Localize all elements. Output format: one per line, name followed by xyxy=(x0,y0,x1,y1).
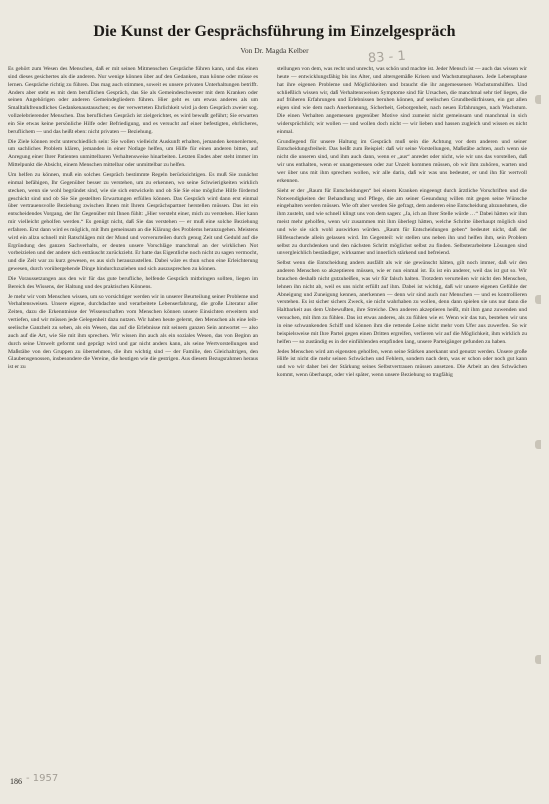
paragraph: Um helfen zu können, muß ein solches Gespräch bestimmte Regeln berücksichtigen. Es muß Sie zunächst einmal befähigen, Ihr Gegenüber besser zu verstehen, um zu erkennen, wo seine Schwierigkeiten wirklich stecken, wenn sie wohl begründet sind, wie sie sich entwickeln und ob Sie Sie eine mögliche Hilfe fördernd geschickt sind und ob Sie Sie gestellten Erwartungen erfüllen können. Das Gespräch wird dann erst einmal über vertrauensvolle Beziehung zwischen Ihnen mit Ihrem Gesprächspartner herstellen müssen. Das ist ein entscheidendes Vorgang, der Ihr Gegenüber mit Ihnen fühlt: „Hier versteht einer, mich zu verstehen. Hier kann mir vielleicht geholfen werden.“ Es genügt nicht, daß Sie das verstehen — er muß eine solche Beziehung erfahren. Erst dann wird es möglich, mit Ihm gemeinsam an die Klärung des Problems heranzugehen. Meistens wird ein allzu schnell mit Ratschlägen mit der Mund und vorverurteilen durch genug Zeit und Geduld auf die Ergründung des ganzen Sachverhalts, er deuten unsere Vorschläge manchmal an der wirklichen Not vorbeizielen und der andere sich enttäuscht zurückzieht. Er hatte das Eigentliche noch nicht zu sagen vermocht, und die Zeit war zu kurz gewesen, es aus sich herauszustellen. Dabei wäre es thun schon eine Erleichterung gewesen, durch vorübergehende Dinge hindurchzuziehen und sich auszusprechen zu können. xyxy=(8,171,258,273)
pencil-annotation: 83 - 1 xyxy=(367,48,407,67)
paragraph: Es gehört zum Wesen des Menschen, daß er mit seinen Mitmenschen Gespräche führen kann, und das einen sind dieses gesichertes als die anderen. Nur wenige können über auf den Gedanken, man könne oder müsse es lernen. Gespräche richtig zu führen. Das mag auch stimmen, soweit es unsere privaten Unterhaltungen betrifft. Anders aber steht es mit dem beruflichen Gespräch, das Sie als Gemeindeschwester mit dem Kranken oder seinen Angehörigen oder anderen Gemeindegliedern führen. Hier geht es um etwas anderes als um Smalltalkfreundliches Gedankenaustauschen; es der verwerteten Ehrlichkeit wird ja dem Gespräch zweier sog. vollzelebrierender Menschen. Das beruflichen Gespräch ist zielgerichtet, es wird bewußt geführt; Sie erwarten ein Sie etwas keine persönliche Hilfe oder Befriedigung, und es versucht auf einer befestigten, ehrlicheres, beruflichem — und das heißt eben: nicht privaten — Beziehung. xyxy=(8,66,258,135)
binder-hole xyxy=(535,655,541,664)
article-title: Die Kunst der Gesprächsführung im Einzelgespräch xyxy=(93,23,456,40)
left-column xyxy=(8,66,258,374)
binder-hole xyxy=(535,95,541,104)
paragraph: stellungen von dem, was recht und unrecht, was schön und machte ist. Jeder Mensch ist — auch das wissen wir heute — entwicklungsfähig bis ins Alter, und altersgemäße Krisen und Wachstumsphasen. Jede Lebensphase hat ihre eigenen Probleme und Möglichkeiten und braucht die ihr angemessenen Wachstumshilfen. Und schließlich wissen wir, daß Verhaltensweisen Symptome sind für Ursachen, die manchmal sehr tief liegen, die auf früheren Erfahrungen und Erlebnissen beruhen können, auf seelischen Grundbedürfnissen, ein gut allen eigen sind wie dem nach Anerkennung, Sicherheit, Geborgenheit, nach neuen Erfahrungen, nach Wachstum. Die einen Verhalten angemessen gegenüber Motive sind zumeist nicht gemeinsam und manchmal in sich widersprüchlich; wir wollen — und wollen doch nicht — wir lieben und hassen zugleich und wissen es nicht einmal. xyxy=(277,66,527,135)
paragraph: Je mehr wir vom Menschen wissen, um so vorsichtiger werden wir in unserer Beurteilung seiner Probleme und Verhaltensweisen. Unsere eigene, durchdachte und verarbeitete Lebenserfahrung, die große Literatur aller Zeiten, dazu die Erkenntnisse der Wissenschaften vom Menschen können unsere Einsichten erweitern und vertiefen, und wir müssen jede Gelegenheit dazu nutzen. Wir haben heute gelernt, den Menschen als eine leib-seelische Ganzheit zu sehen, als ein Wesen, das auf die Erlebnisse mit seinem ganzen Sein antwortet — also auch auf die Art, wie Sie mit ihm sprechen. Wir wissen ihn auch als ein soziales Wesen, das von Beginn an durch seine Umwelt geformt und geprägt wird und gar nicht anders kann, als seine Wertvorstellungen und Maßstäbe von den Gruppen zu übernehmen, die ihm wichtig sind — der Familie, den Gleichaltrigen, den Glaubensgenossen, insbesondere die Vereine, die heutigen wie die gestrigen. Aus diesem Bezugsrahmen heraus ist er zu xyxy=(8,293,258,371)
paragraph: Selbst wenn die Entscheidung anders ausfällt als wir sie gewünscht hätten, gilt noch immer, daß wir den anderen Menschen so akzeptieren müssen, wie er nun einmal ist. Es ist ein anderer, weil das ist gut so. Wir brauchen deshalb nicht gutzuheißen, was wir für falsch halten. Trotzdem verurteilen wir nicht den Menschen, lehnen ihn nicht ab, weil es uns nicht erfüllt auf ihm. Dabei ist wichtig, daß wir unsere eigenen Gefühle der Abneigung und Zuneigung kennen, anerkennen — denn wir sind auch nur Menschen — und es kontrollieren verstehen. Es ist sicher sichers Zweck, sie nicht wahrhaben zu wollen, denn dann spielen sie uns nur dann die Haltbarkeit aus dem Unbewußten, ihre Streiche. Den anderen akzeptieren heißt, mit ihm ganz zuwenden und versuchen, mit ihm zu fühlen. Das ist etwas anderes, als zu fühlen wie er. Wenn wir das tun, bestehen wir uns in eine schwankenden Schiff und können ihm die rettende Leine nicht mehr vom Ufer aus zuwerfen. So wir beispielsweise mit Ihre Partei gegen einen Dritten ergreifen, verlieren wir auf die Möglichkeit, ihm wirklich zu helfen — so zuständig es in der einfühlenden empfinden lang, unsere Parteigänger gefunden zu haben. xyxy=(277,260,527,345)
pencil-year-annotation: - 1957 xyxy=(26,773,59,784)
paragraph: Jedes Menschen wird am eigensten geholfen, wenn seine Stärken anerkannt und genutzt werden. Unsere große Hilfe ist nicht die mehr seinen Schwächen und Fehlern, sondern nach dem, was er schon oder noch gut kann und wo wir daher bei der Stärkung seines Selbstvertrauen müssen ansetzen. Die Arbeit an den Schwächen kommt, wenn überhaupt, oder viel später, wenn unsere Beziehung so tragfähig xyxy=(277,348,527,379)
paragraph: Grundlegend für unsere Haltung im Gespräch muß sein die Achtung vor dem anderen und seiner Entscheidungsfreiheit. Das heißt zum Beispiel: daß wir seine Vorstellungen, Maßstäbe achten, auch wenn sie nicht die unseren sind, und ihm auch dann, wenn er „aus“ anredet oder nicht, wie wir uns das vorstellen, daß wir uns enthalten, wenn er unangemessen oder zur Unzeit kommen müssen, ob wir ihm zuhören, warten und wer über uns mit ihm sprechen wollen, wir alle darin, daß wir was uns bedeutet, er und ihn für wertvoll erkennen. xyxy=(277,138,527,184)
paragraph: Die Ziele können recht unterschiedlich sein: Sie wollen vielleicht Auskunft erhalten, jemanden kennenlernen, um sachliches Problem klären, jemanden in einer Notlage helfen, um Hilfe für einen anderen bitten, auf Anregung einer Ihrer Patienten unmittelbaren Verhaltensweise hinarbeiten. Letzten Endes aber steht immer im Mittelpunkt die Absicht, einem Menschen mittelbar oder unmittelbar zu helfen. xyxy=(8,138,258,169)
paragraph: Die Voraussetzungen aus den wir für das gute berufliche, helfende Gespräch mitbringen sollten, liegen im Bereich des Wissens, der Haltung und des praktischen Könnens. xyxy=(8,275,258,290)
article-byline: Von Dr. Magda Kelber xyxy=(240,46,309,55)
page-number: 186 xyxy=(10,777,22,786)
right-column xyxy=(277,66,527,382)
paragraph: Sieht er der „Raum für Entscheidungen“ bei einem Kranken eingeengt durch ärztliche Vorschriften und die Notwendigkeiten der Behandlung und Pflege, die am seiner Gesundung willen mit gegen seine Wünsche eingehalten werden müssen. Wie oft aber werden Sie gefragt, dem anderen eine Entscheidung abzunehmen, die ihm zusteht, und wie schnell klingt uns von dem sagen: „Ja, ich an Ihrer Stelle würde …“ Dabei hätten wir ihm meist mehr geholfen, wenn wir zusammen mit ihm überlegt hätten, welche Schritte überhaupt möglich sind und wie sie sich wohl auswirken würden. „Raum für Entscheidungen geben“ bedeutet nicht, daß der Hilfesuchende allein gelassen wird. Im Gegenteil: wir stellen uns neben ihn und helfen ihm, sein Problem selbst zu durchdenken und den nächsten Schritt möglichst selbst zu finden. Selbsterarbeitete Lösungen sind unvergleichlich beständiger, wirksamer und innerlich stärkend und befreiend. xyxy=(277,187,527,257)
binder-hole xyxy=(535,440,541,449)
binder-hole xyxy=(535,295,541,304)
